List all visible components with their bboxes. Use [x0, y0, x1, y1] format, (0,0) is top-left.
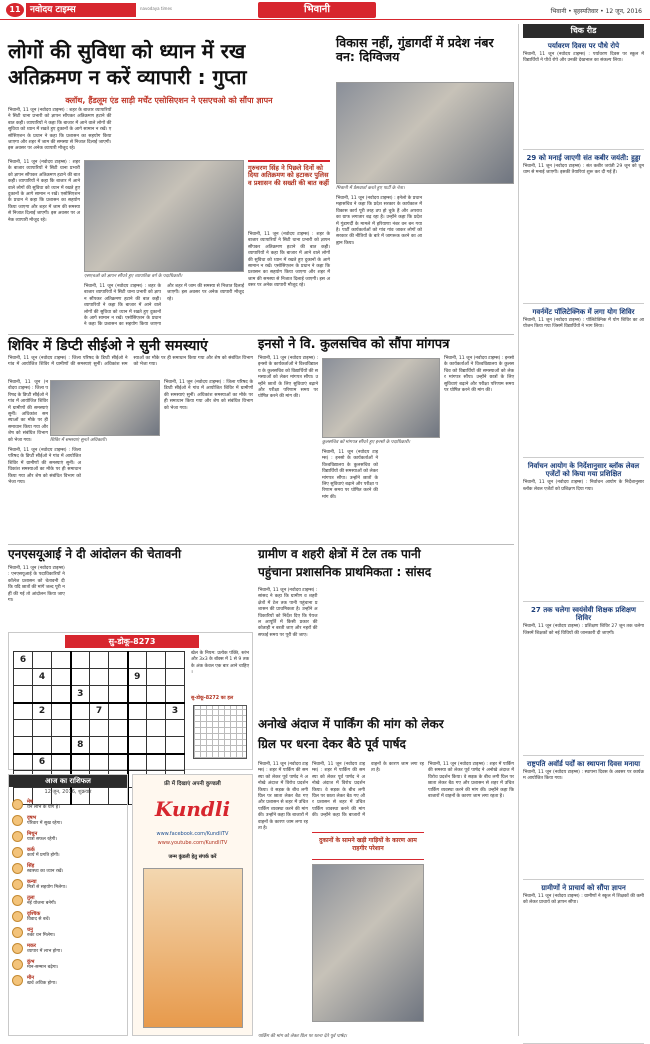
sudoku-cell	[71, 754, 90, 771]
brief-headline: गवर्नमेंट पॉलिटेक्निक में लगा योग शिविर	[532, 308, 635, 316]
horoscope-item	[12, 831, 124, 844]
zodiac-icon	[12, 847, 23, 858]
story4-body-bottom: भिवानी, 11 जून (नवोदय टाइम्स) : इनसो के कार्यकर्ताओं ने विश्वविद्यालय के कुलसचिव को विद्यार्थियों की समस्याओं को लेकर मांगपत्र सौंपा। उन्होंने छात्रों के लिए सुविधाएं बढ़ाने और परीक्षा परिणाम समय पर घोषित करने की मांग की।	[322, 450, 378, 500]
lead-side-body: भिवानी, 11 जून (नवोदय टाइम्स) : शहर के बाजार व्यापारियों ने सिटी थाना प्रभारी को ज्ञापन सौंपकर अतिक्रमण हटाने की बात कही। व्यापारियों ने कहा कि बाजार में आने वाले लोगों की सुविधा को ध्यान में रखते हुए दुकानों के आगे सामान न रखें। एसोसिएशन के प्रधान ने कहा कि प्रशासन का सहयोग किया जाएगा और शहर में जाम की समस्या से निजात दिलाई जाएगी। इस अवसर पर अनेक व्यापारी मौजूद रहे।	[248, 232, 330, 289]
sudoku-title: सु-डोकू-8273	[65, 635, 199, 648]
story2-photo	[336, 82, 514, 184]
lead-kicker: क्लॉथ, हैंडलूम एंड साड़ी मर्चेंट एसोसिएशन ने एसएचओ को सौंपा ज्ञापन	[65, 96, 273, 105]
sudoku-cell	[109, 686, 128, 703]
brief-item	[523, 760, 644, 880]
horoscope-sign-name: कन्या	[27, 879, 37, 885]
sudoku-cell	[166, 754, 185, 771]
horoscope-item	[12, 815, 124, 828]
story7-photo	[312, 864, 424, 1022]
sudoku-row	[14, 669, 185, 686]
brief-item	[523, 154, 644, 304]
story6-headline-b: पहुंचाना प्रशासनिक प्राथमिकता : सांसद	[258, 565, 432, 579]
horoscope-date: 12 जून, 2016, शुक्रवार	[44, 789, 92, 795]
ad-link-facebook[interactable]: www.facebook.com/KundliTV	[156, 831, 229, 837]
story2-body: भिवानी, 11 जून (नवोदय टाइम्स) : इनेलो के प्रधान महासचिव ने कहा कि प्रदेश सरकार के कार्यकाल में विकास कार्य पूरी तरह ठप हो चुके हैं और अपराध का ग्राफ लगातार बढ़ रहा है। उन्होंने कहा कि प्रदेश में गुंडागर्दी के मामले में हरियाणा नंबर वन बन गया है। पार्टी कार्यकर्ताओं को गांव गांव जाकर लोगों को सरकार की नीतियों के बारे में जागरूक करने का आह्वान किया।	[336, 196, 422, 246]
sudoku-cell	[90, 720, 109, 737]
horoscope-sign-text: धन लाभ के योग हैं।	[27, 805, 60, 810]
ad-line4: जन्म कुंडली हेतु संपर्क करें	[168, 854, 217, 860]
story7-photo-caption: पार्किंग की मांग को लेकर ग्रिल पर धरना देते पूर्व पार्षद।	[258, 1034, 348, 1039]
sudoku-cell	[71, 703, 90, 720]
brand-logo: नवोदय टाइम्स	[26, 3, 136, 17]
brief-item	[523, 308, 644, 458]
horoscope-list	[9, 797, 127, 993]
sudoku-cell	[166, 686, 185, 703]
sudoku-cell	[147, 669, 166, 686]
sudoku-cell	[14, 703, 33, 720]
sudoku-cell: 8	[71, 737, 90, 754]
sudoku-cell	[109, 737, 128, 754]
brief-body: भिवानी, 11 जून (नवोदय टाइम्स) : निर्वाचन आयोग के निर्देशानुसार ब्लॉक लेवल एजेंटों को प्रशिक्षण दिया गया।	[523, 480, 644, 492]
story3-photo	[50, 380, 160, 436]
zodiac-icon	[12, 975, 23, 986]
story7-headline-a: अनोखे अंदाज में पार्किंग की मांग को लेकर	[258, 717, 444, 731]
sudoku-cell	[71, 669, 90, 686]
sudoku-cell	[147, 737, 166, 754]
sudoku-cell: 6	[33, 754, 52, 771]
ad-brand-logo: Kundli	[154, 797, 231, 821]
brief-body: भिवानी, 11 जून (नवोदय टाइम्स) : पॉलिटेक्निक में योग शिविर का आयोजन किया गया जिसमें विद्यार्थियों ने भाग लिया।	[523, 318, 644, 330]
zodiac-icon	[12, 879, 23, 890]
sudoku-cell	[109, 669, 128, 686]
sudoku-cell	[90, 652, 109, 669]
right-column-header: चिक रीड	[523, 24, 644, 38]
lead-photo-caption: एसएचओ को ज्ञापन सौंपते हुए व्यापारिक वर्ग के पदाधिकारी।	[84, 274, 183, 279]
masthead-rule	[0, 19, 650, 20]
right-column-items	[523, 42, 644, 1044]
horoscope-sign-name: सिंह	[27, 863, 35, 869]
lead-headline-a: लोगों की सुविधा को ध्यान में रख	[8, 39, 246, 63]
lead-side-box	[248, 160, 330, 230]
story7-body-mid: भिवानी, 11 जून (नवोदय टाइम्स) : शहर में पार्किंग की समस्या को लेकर पूर्व पार्षद ने अनोखे अंदाज में विरोध प्रदर्शन किया। वे सड़क के बीच लगी ग्रिल पर छाता लेकर बैठ गए और प्रशासन से शहर में उचित पार्किंग व्यवस्था करने की मांग की। उन्होंने कहा कि बाजारों में वाहनों के कारण जाम लगा रहता है।	[312, 762, 424, 819]
sudoku-cell: 3	[71, 686, 90, 703]
brief-body: भिवानी, 11 जून (नवोदय टाइम्स) : स्थापना दिवस के अवसर पर कार्यक्रम आयोजित किया गया।	[523, 770, 644, 782]
sudoku-cell	[33, 720, 52, 737]
story3-photo-caption: शिविर में समस्याएं सुनते अधिकारी।	[50, 438, 107, 443]
sudoku-cell	[52, 686, 71, 703]
sudoku-cell: 7	[90, 703, 109, 720]
lead-headline-b: अतिक्रमण न करें व्यापारी : गुप्ता	[8, 65, 247, 89]
sudoku-row	[14, 652, 185, 669]
horoscope-sign-text: विवाद से बचें।	[27, 917, 51, 922]
story2-headline: विकास नहीं, गुंडागर्दी में प्रदेश नंबर वन: दिग्विजय	[336, 35, 494, 65]
zodiac-icon	[12, 959, 23, 970]
horoscope-sign-text: रुका धन मिलेगा।	[27, 933, 56, 938]
horoscope-sign-name: कर्क	[27, 847, 35, 853]
story3-body-left: भिवानी, 11 जून (नवोदय टाइम्स) : जिला परिषद के डिप्टी सीईओ ने गांव में आयोजित शिविर में ग्रामीणों की समस्याएं सुनीं। अधिकांश समस्याओं का मौके पर ही समाधान किया गया और शेष को संबंधित विभाग को भेजा गया।	[8, 380, 48, 443]
sudoku-prev-title: सु-डोकू-8272 का हल	[191, 696, 234, 701]
brief-body: भिवानी, 11 जून (नवोदय टाइम्स) : प्रशिक्षण शिविर 27 जून तक चलेगा जिसमें शिक्षकों को नई विधियों की जानकारी दी जाएगी।	[523, 624, 644, 636]
brief-item	[523, 42, 644, 150]
sudoku-row	[14, 686, 185, 703]
sudoku-cell	[14, 737, 33, 754]
lead-body-top: भिवानी, 11 जून (नवोदय टाइम्स) : शहर के बाजार व्यापारियों ने सिटी थाना प्रभारी को ज्ञापन सौंपकर अतिक्रमण हटाने की बात कही। व्यापारियों ने कहा कि बाजार में आने वाले लोगों की सुविधा को ध्यान में रखते हुए दुकानों के आगे सामान न रखें। एसोसिएशन के प्रधान ने कहा कि प्रशासन का सहयोग किया जाएगा और शहर में जाम की समस्या से निजात दिलाई जाएगी। इस अवसर पर अनेक व्यापारी मौजूद रहे।	[8, 108, 112, 152]
sudoku-cell	[52, 652, 71, 669]
horoscope-item	[12, 847, 124, 860]
brief-headline: निर्वाचन आयोग के निर्देशानुसार ब्लॉक लेवल एजेंटों को किया गया प्रशिक्षित	[527, 462, 640, 479]
sudoku-cell	[166, 652, 185, 669]
lead-side-box-title: गुरुचरण सिंह ने पिछले दिनों को दिया अतिक्रमण को हटाकर पुलिस व प्रशासन की सख्ती की बात कहीं	[248, 164, 329, 187]
horoscope-sign-name: मकर	[27, 943, 36, 949]
sudoku-cell	[147, 720, 166, 737]
sudoku-prev-grid	[193, 705, 247, 759]
sudoku-cell	[166, 720, 185, 737]
sudoku-cell	[147, 703, 166, 720]
story2-photo-caption: भिवानी में प्रेसवार्ता करते हुए पार्टी के नेता।	[336, 186, 405, 191]
brief-item	[523, 606, 644, 756]
horoscope-item	[12, 895, 124, 908]
sudoku-cell	[71, 720, 90, 737]
sudoku-rules: खेल के नियम: प्रत्येक पंक्ति, स्तंभ और 3x3 के बॉक्स में 1 से 9 तक के अंक केवल एक बार आने चाहिए।	[191, 651, 249, 676]
sudoku-cell	[90, 754, 109, 771]
sudoku-cell	[109, 720, 128, 737]
zodiac-icon	[12, 927, 23, 938]
masthead	[0, 0, 650, 20]
story5-headline: एनएसयूआई ने दी आंदोलन की चेतावनी	[8, 547, 182, 561]
horoscope-sign-text: मित्रों से सहयोग मिलेगा।	[27, 885, 67, 890]
sudoku-cell: 6	[14, 652, 33, 669]
sudoku-cell	[147, 754, 166, 771]
brief-item	[523, 884, 644, 1044]
sudoku-cell	[128, 720, 147, 737]
horoscope-sign-text: व्यापार में लाभ होगा।	[27, 949, 62, 954]
horoscope-item	[12, 959, 124, 972]
sudoku-cell	[147, 652, 166, 669]
brief-headline: 27 तक चलेगा स्वयंसेवी शिक्षक प्रशिक्षण शिविर	[531, 606, 636, 623]
sudoku-cell	[14, 669, 33, 686]
right-column	[518, 24, 644, 1036]
sudoku-cell	[90, 669, 109, 686]
story7-headline-b: ग्रिल पर धरना देकर बैठे पूर्व पार्षद	[258, 737, 406, 751]
lead-photo	[84, 160, 244, 272]
lead-body-left: भिवानी, 11 जून (नवोदय टाइम्स) : शहर के बाजार व्यापारियों ने सिटी थाना प्रभारी को ज्ञापन सौंपकर अतिक्रमण हटाने की बात कही। व्यापारियों ने कहा कि बाजार में आने वाले लोगों की सुविधा को ध्यान में रखते हुए दुकानों के आगे सामान न रखें। एसोसिएशन के प्रधान ने कहा कि प्रशासन का सहयोग किया जाएगा और शहर में जाम की समस्या से निजात दिलाई जाएगी। इस अवसर पर अनेक व्यापारी मौजूद रहे।	[8, 160, 80, 223]
zodiac-icon	[12, 799, 23, 810]
zodiac-icon	[12, 943, 23, 954]
horoscope-item	[12, 863, 124, 876]
kundli-ad[interactable]	[132, 774, 253, 1036]
sudoku-cell	[33, 737, 52, 754]
sudoku-cell: 4	[33, 669, 52, 686]
story4-photo-caption: कुलसचिव को मांगपत्र सौंपते हुए इनसो के पदाधिकारी।	[322, 440, 411, 445]
horoscope-item	[12, 943, 124, 956]
sudoku-row	[14, 720, 185, 737]
sudoku-row	[14, 754, 185, 771]
sudoku-box	[8, 632, 253, 770]
sudoku-cell	[166, 669, 185, 686]
sudoku-cell	[166, 737, 185, 754]
sudoku-cell	[52, 754, 71, 771]
ad-link-youtube[interactable]: www.youtube.com/KundliTV	[157, 840, 228, 846]
story3-body-right: भिवानी, 11 जून (नवोदय टाइम्स) : जिला परिषद के डिप्टी सीईओ ने गांव में आयोजित शिविर में ग्रामीणों की समस्याएं सुनीं। अधिकांश समस्याओं का मौके पर ही समाधान किया गया और शेष को संबंधित विभाग को भेजा गया।	[164, 380, 253, 411]
sudoku-cell	[52, 703, 71, 720]
sudoku-cell: 9	[128, 669, 147, 686]
horoscope-sign-name: वृश्चिक	[27, 911, 41, 917]
sudoku-row	[14, 703, 185, 720]
horoscope-item	[12, 879, 124, 892]
brief-body: भिवानी, 11 जून (नवोदय टाइम्स) : संत कबीर जयंती 29 जून को धूमधाम से मनाई जाएगी। इसकी तैयारियां शुरू कर दी गई हैं।	[523, 164, 644, 176]
horoscope-item	[12, 975, 124, 988]
horoscope-title: आज का राशिफल	[9, 775, 127, 787]
horoscope-sign-name: धनु	[27, 927, 33, 933]
story3-body-top: भिवानी, 11 जून (नवोदय टाइम्स) : जिला परिषद के डिप्टी सीईओ ने गांव में आयोजित शिविर में ग्रामीणों की समस्याएं सुनीं। अधिकांश समस्याओं का मौके पर ही समाधान किया गया और शेष को संबंधित विभाग को भेजा गया।	[8, 356, 253, 368]
horoscope-sign-name: मेष	[27, 799, 33, 805]
ad-line1: फ्री में दिखाएं अपनी कुण्डली	[164, 781, 221, 787]
zodiac-icon	[12, 895, 23, 906]
lead-body-bottom: भिवानी, 11 जून (नवोदय टाइम्स) : शहर के बाजार व्यापारियों ने सिटी थाना प्रभारी को ज्ञापन सौंपकर अतिक्रमण हटाने की बात कही। व्यापारियों ने कहा कि बाजार में आने वाले लोगों की सुविधा को ध्यान में रखते हुए दुकानों के आगे सामान न रखें। एसोसिएशन के प्रधान ने कहा कि प्रशासन का सहयोग किया जाएगा और शहर में जाम की समस्या से निजात दिलाई जाएगी। इस अवसर पर अनेक व्यापारी मौजूद रहे।	[84, 284, 244, 328]
sudoku-cell	[90, 737, 109, 754]
zodiac-icon	[12, 911, 23, 922]
brief-headline: पर्यावरण दिवस पर पौधे रोपे	[547, 42, 620, 50]
brief-headline: ग्रामीणों ने प्राचार्य को सौंपा ज्ञापन	[541, 884, 626, 892]
sudoku-cell	[14, 686, 33, 703]
horoscope-sign-text: कार्य में प्रगति होगी।	[27, 853, 60, 858]
sudoku-cell	[52, 737, 71, 754]
horoscope-sign-text: यात्रा सफल रहेगी।	[27, 837, 58, 842]
sudoku-cell	[109, 652, 128, 669]
brief-item	[523, 462, 644, 602]
story7-pull-quote: दुकानों के सामने खड़ी गाड़ियों के कारण आम राहगीर परेशान	[312, 832, 424, 860]
story3-body-bottom: भिवानी, 11 जून (नवोदय टाइम्स) : जिला परिषद के डिप्टी सीईओ ने गांव में आयोजित शिविर में ग्रामीणों की समस्याएं सुनीं। अधिकांश समस्याओं का मौके पर ही समाधान किया गया और शेष को संबंधित विभाग को भेजा गया।	[8, 448, 81, 486]
date-line: भिवानी • बृहस्पतिवार • 12 जून, 2016	[550, 8, 642, 15]
section-name: भिवानी	[258, 2, 376, 18]
horoscope-sign-text: परिवार में सुख रहेगा।	[27, 821, 63, 826]
story4-body-right: भिवानी, 11 जून (नवोदय टाइम्स) : इनसो के कार्यकर्ताओं ने विश्वविद्यालय के कुलसचिव को विद्यार्थियों की समस्याओं को लेकर मांगपत्र सौंपा। उन्होंने छात्रों के लिए सुविधाएं बढ़ाने और परीक्षा परिणाम समय पर घोषित करने की मांग की।	[444, 356, 514, 394]
story5-body: भिवानी, 11 जून (नवोदय टाइम्स) : एनएसयूआई के पदाधिकारियों ने कॉलेज प्रशासन को चेतावनी दी कि यदि छात्रों की मांगें जल्द पूरी नहीं की गई तो आंदोलन किया जाएगा।	[8, 566, 65, 604]
horoscope-sign-text: नई योजना बनेगी।	[27, 901, 57, 906]
sudoku-cell	[109, 754, 128, 771]
sudoku-cell	[128, 754, 147, 771]
brand-small: navodaya times	[140, 6, 173, 11]
brief-headline: राष्ट्रपति अवॉर्ड पर्दों का स्थापना दिवस मनाया	[526, 760, 641, 768]
divider-2	[8, 544, 514, 545]
story4-photo	[322, 358, 440, 438]
brief-body: भिवानी, 11 जून (नवोदय टाइम्स) : ग्रामीणों ने स्कूल में शिक्षकों की कमी को लेकर प्राचार्य को ज्ञापन सौंपा।	[523, 894, 644, 906]
sudoku-cell	[52, 669, 71, 686]
horoscope-sign-name: मीन	[27, 975, 35, 981]
story7-body-right: भिवानी, 11 जून (नवोदय टाइम्स) : शहर में पार्किंग की समस्या को लेकर पूर्व पार्षद ने अनोखे अंदाज में विरोध प्रदर्शन किया। वे सड़क के बीच लगी ग्रिल पर छाता लेकर बैठ गए और प्रशासन से शहर में उचित पार्किंग व्यवस्था करने की मांग की। उन्होंने कहा कि बाजारों में वाहनों के कारण जाम लगा रहता है।	[428, 762, 514, 800]
horoscope-item	[12, 927, 124, 940]
ad-image	[143, 868, 243, 1028]
story4-body-left: भिवानी, 11 जून (नवोदय टाइम्स) : इनसो के कार्यकर्ताओं ने विश्वविद्यालय के कुलसचिव को विद्यार्थियों की समस्याओं को लेकर मांगपत्र सौंपा। उन्होंने छात्रों के लिए सुविधाएं बढ़ाने और परीक्षा परिणाम समय पर घोषित करने की मांग की।	[258, 356, 318, 400]
sudoku-cell	[128, 737, 147, 754]
sudoku-row	[14, 737, 185, 754]
horoscope-item	[12, 911, 124, 924]
page-number: 11	[6, 3, 24, 17]
horoscope-box	[8, 774, 128, 1036]
horoscope-sign-name: मिथुन	[27, 831, 38, 837]
horoscope-sign-text: स्वास्थ्य का ध्यान रखें।	[27, 869, 64, 874]
sudoku-cell	[52, 720, 71, 737]
story6-headline-a: ग्रामीण व शहरी क्षेत्रों में टेल तक पानी	[258, 547, 421, 561]
horoscope-sign-text: खर्च अधिक होगा।	[27, 981, 57, 986]
sudoku-cell	[33, 686, 52, 703]
sudoku-cell	[128, 686, 147, 703]
horoscope-sign-name: वृषभ	[27, 815, 37, 821]
horoscope-item	[12, 799, 124, 812]
zodiac-icon	[12, 863, 23, 874]
sudoku-cell	[71, 652, 90, 669]
sudoku-cell	[14, 720, 33, 737]
sudoku-cell	[147, 686, 166, 703]
horoscope-sign-text: मान-सम्मान बढ़ेगा।	[27, 965, 59, 970]
sudoku-cell: 3	[166, 703, 185, 720]
divider-1	[8, 334, 514, 335]
sudoku-cell: 2	[33, 703, 52, 720]
story4-headline: इनसो ने वि. कुलसचिव को सौंपा मांगपत्र	[258, 337, 450, 352]
sudoku-cell	[109, 703, 128, 720]
sudoku-cell	[128, 703, 147, 720]
zodiac-icon	[12, 815, 23, 826]
sudoku-cell	[128, 652, 147, 669]
story7-body-left: भिवानी, 11 जून (नवोदय टाइम्स) : शहर में पार्किंग की समस्या को लेकर पूर्व पार्षद ने अनोखे अंदाज में विरोध प्रदर्शन किया। वे सड़क के बीच लगी ग्रिल पर छाता लेकर बैठ गए और प्रशासन से शहर में उचित पार्किंग व्यवस्था करने की मांग की। उन्होंने कहा कि बाजारों में वाहनों के कारण जाम लगा रहता है।	[258, 762, 308, 832]
zodiac-icon	[12, 831, 23, 842]
sudoku-cell	[14, 754, 33, 771]
story3-headline: शिविर में डिप्टी सीईओ ने सुनी समस्याएं	[8, 338, 208, 354]
brief-body: भिवानी, 11 जून (नवोदय टाइम्स) : पर्यावरण दिवस पर स्कूल में विद्यार्थियों ने पौधे रोपे और उनकी देखभाल का संकल्प लिया।	[523, 52, 644, 64]
brief-headline: 29 को मनाई जाएगी संत कबीर जयंती: हुड्डा	[526, 154, 641, 162]
sudoku-cell	[90, 686, 109, 703]
sudoku-cell	[33, 652, 52, 669]
story6-body: भिवानी, 11 जून (नवोदय टाइम्स) : सांसद ने कहा कि ग्रामीण व शहरी क्षेत्रों में टेल तक पानी पहुंचाना प्रशासन की प्राथमिकता है। उन्होंने अधिकारियों को निर्देश दिए कि पेयजल आपूर्ति में किसी प्रकार की कोताही न बरती जाए और नहरों की सफाई समय पर पूरी की जाए।	[258, 588, 318, 638]
horoscope-sign-name: कुंभ	[27, 959, 35, 965]
horoscope-sign-name: तुला	[27, 895, 35, 901]
